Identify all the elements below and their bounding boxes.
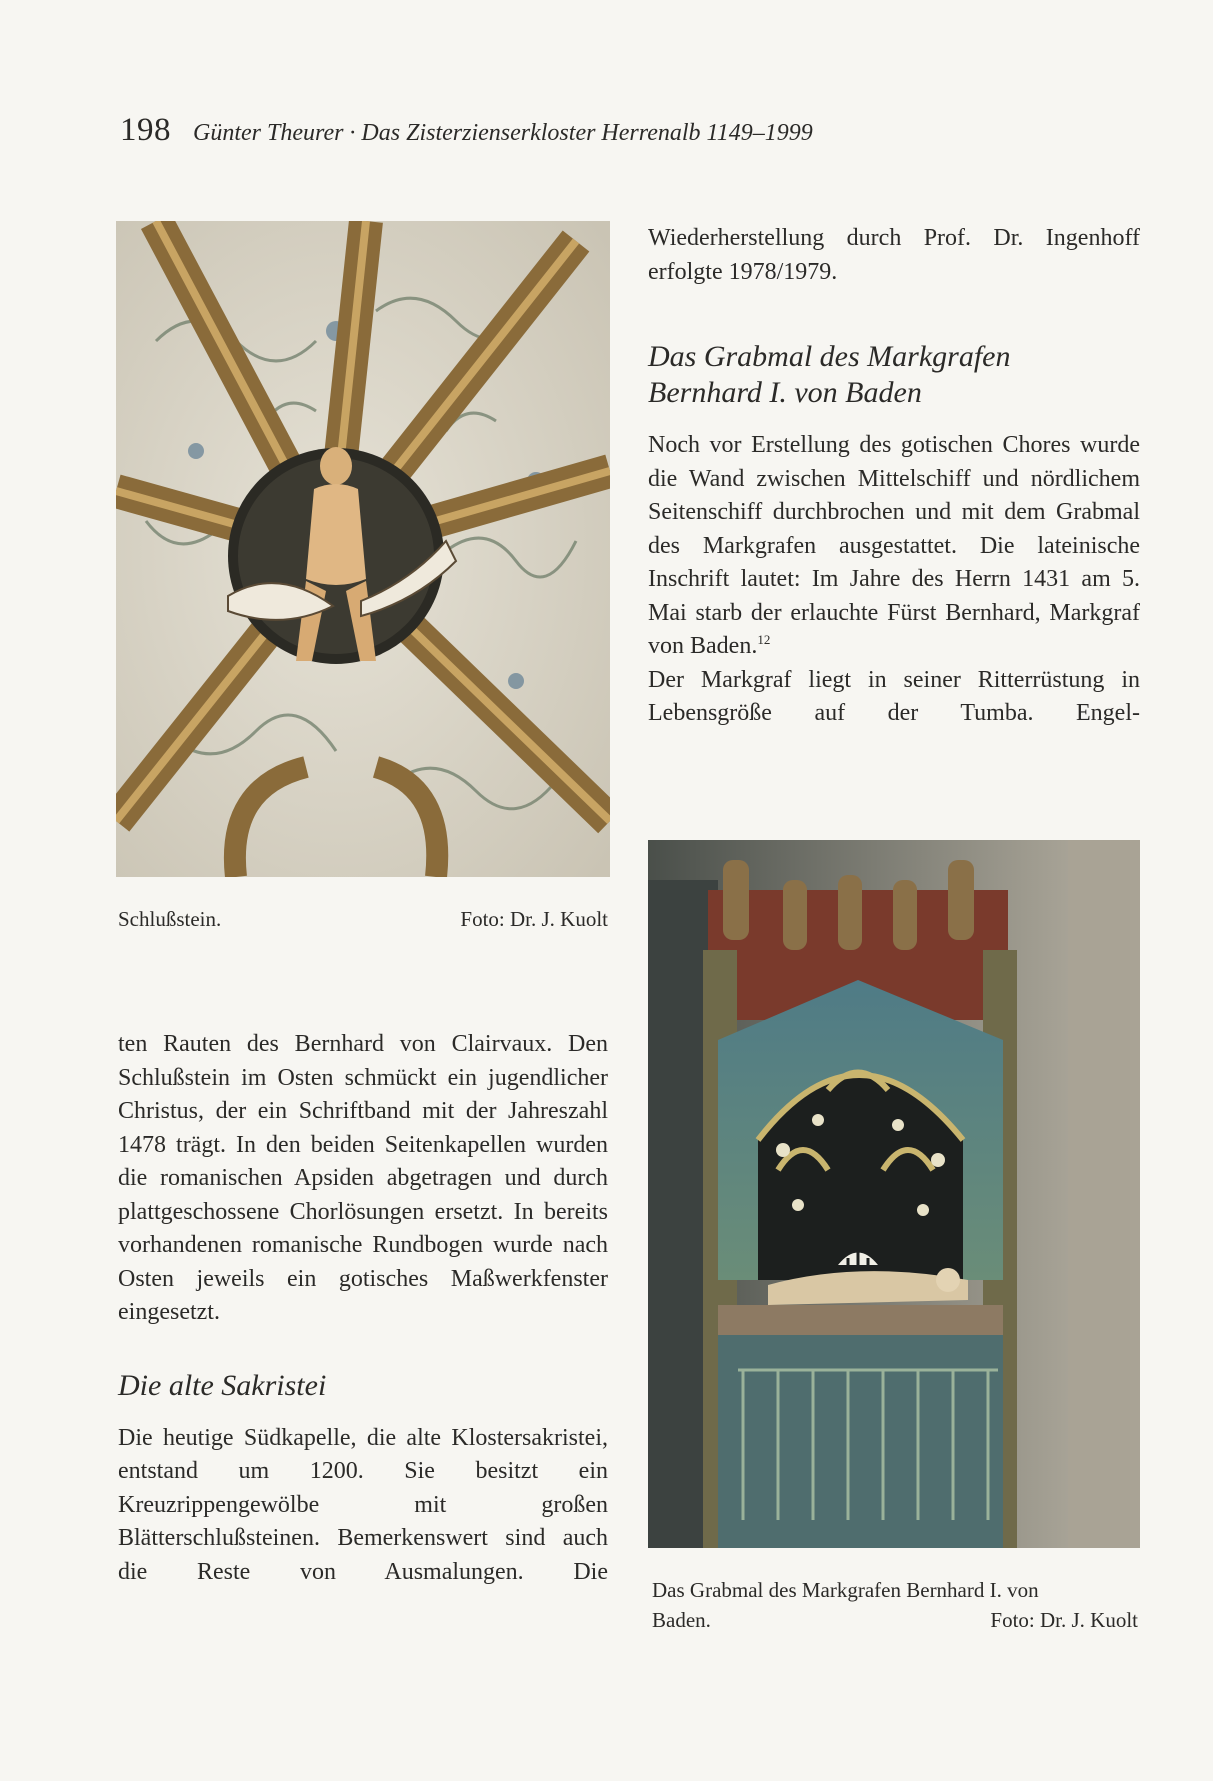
heading-line-2: Bernhard I. von Baden — [648, 376, 922, 409]
keystone-photo — [116, 221, 610, 877]
heading-line-1: Das Grabmal des Markgrafen — [648, 340, 1011, 373]
tomb-caption-line-2 — [652, 1605, 1138, 1635]
page-number: 198 — [120, 112, 171, 148]
tomb-caption-line-1: Das Grabmal des Markgrafen Bernhard I. von — [652, 1578, 1039, 1602]
section-heading-grabmal — [648, 339, 1140, 411]
keystone-photo-credit: Foto: Dr. J. Kuolt — [460, 907, 608, 931]
ritterruestung-paragraph: Der Markgraf liegt in seiner Ritterrüstung in Lebensgröße auf der Tumba. Engel- — [648, 666, 1140, 726]
grabmal-paragraph — [648, 429, 1140, 664]
keystone-caption-text: Schlußstein. — [118, 907, 222, 931]
chor-paragraph: ten Rauten des Bernhard von Clairvaux. Den Schlußstein im Osten schmückt ein jugendlicher Christus, der ein Schriftband mit der Jahreszahl 1478 trägt. In den beiden Seitenkapellen wurden die romanischen Apsiden abgetragen und durch plattgeschossene Chorlösungen ersetzt. In bereits vorhandenen romanische Rundbogen wurde nach Osten jeweils ein gotisches Maßwerkfenster eingesetzt. — [118, 1031, 608, 1325]
left-column-text — [118, 1028, 608, 1589]
tomb-photo — [648, 840, 1140, 1548]
tomb-photo-illustration — [648, 840, 1140, 1548]
intro-paragraph: Wiederherstellung durch Prof. Dr. Ingenhoff erfolgte 1978/1979. — [648, 225, 1140, 285]
running-header — [120, 112, 813, 162]
sakristei-paragraph: Die heutige Südkapelle, die alte Klostersakristei, entstand um 1200. Sie besitzt ein Kreuzrippengewölbe mit großen Blätterschlußsteinen. Bemerkenswert sind auch die Reste von Ausmalungen. Die — [118, 1424, 608, 1585]
keystone-photo-illustration — [116, 221, 610, 877]
footnote-marker: 12 — [757, 632, 771, 647]
grabmal-paragraph-text: Noch vor Erstellung des gotischen Chores wurde die Wand zwischen Mittelschiff und nördlichem Seitenschiff durchbrochen und mit dem Grabmal des Markgrafen ausgestattet. Die lateinische Inschrift lautet: Im Jahre des Herrn 1431 am 5. Mai starb der erlauchte Fürst Bernhard, Markgraf von Baden. — [648, 432, 1140, 659]
right-column-text — [648, 222, 1140, 731]
tomb-caption — [652, 1575, 1138, 1635]
tomb-caption-text: Baden. — [652, 1608, 711, 1632]
running-title: Günter Theurer · Das Zisterzienserkloster Herrenalb 1149–1999 — [193, 120, 813, 146]
section-heading-sakristei: Die alte Sakristei — [118, 1368, 327, 1402]
keystone-caption — [118, 904, 608, 934]
tomb-photo-credit: Foto: Dr. J. Kuolt — [990, 1608, 1138, 1632]
